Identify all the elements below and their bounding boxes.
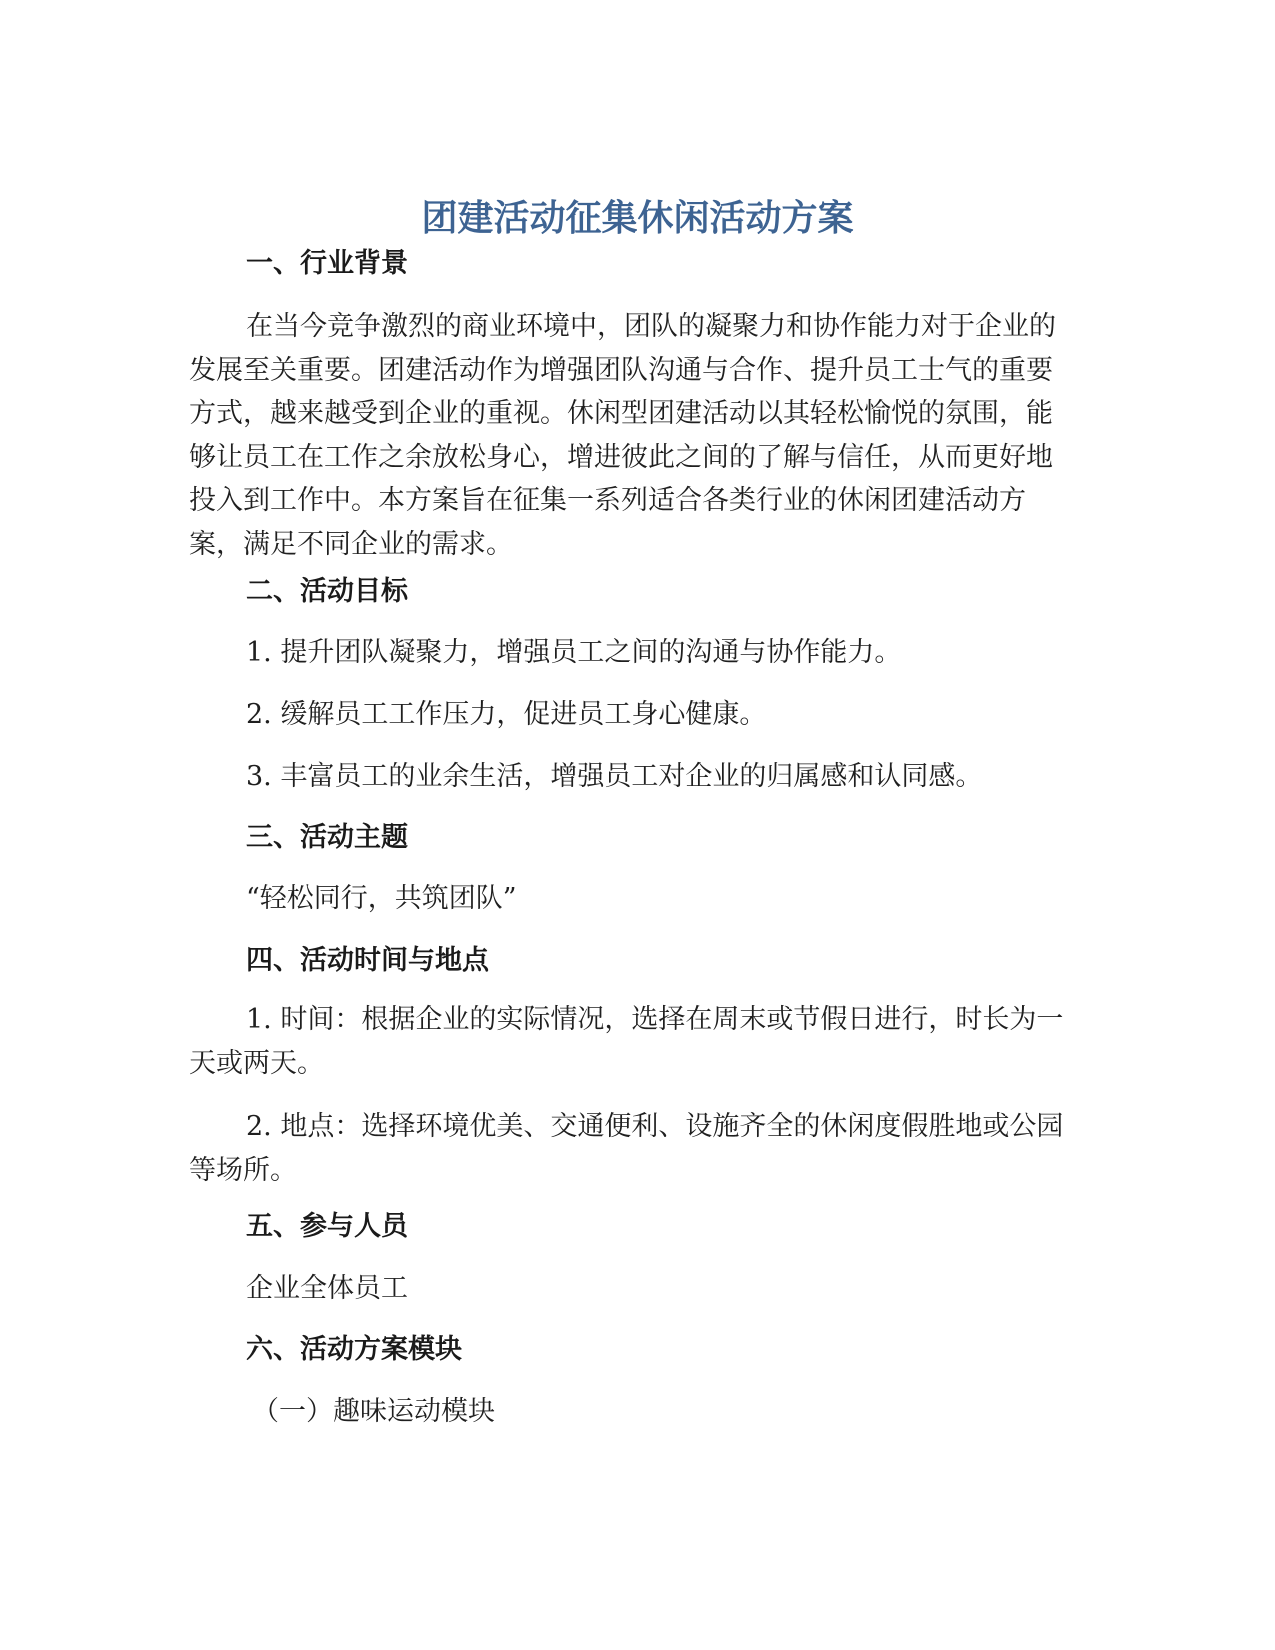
- section-heading-activity-goals: 二、活动目标: [246, 576, 408, 607]
- section-heading-activity-modules: 六、活动方案模块: [246, 1334, 462, 1365]
- goal-item-3: 3. 丰富员工的业余生活，增强员工对企业的归属感和认同感。: [246, 761, 983, 792]
- activity-theme-text: “轻松同行，共筑团队”: [246, 883, 517, 914]
- place-item: 2. 地点：选择环境优美、交通便利、设施齐全的休闲度假胜地或公园等场所。: [189, 1111, 1064, 1186]
- section-paragraph-industry-background: 在当今竞争激烈的商业环境中，团队的凝聚力和协作能力对于企业的发展至关重要。团建活动作为增强团队沟通与合作、提升员工士气的重要方式，越来越受到企业的重视。休闲型团建活动以其轻松愉悦的氛围，能够让员工在工作之余放松身心，增进彼此之间的了解与信任，从而更好地投入到工作中。本方案旨在征集一系列适合各类行业的休闲团建活动方案，满足不同企业的需求。: [189, 311, 1056, 560]
- section-heading-industry-background: 一、行业背景: [246, 248, 408, 279]
- module-fun-sports: （一）趣味运动模块: [252, 1396, 495, 1427]
- document-title: 团建活动征集休闲活动方案: [421, 198, 854, 239]
- goal-item-2: 2. 缓解员工工作压力，促进员工身心健康。: [246, 699, 767, 730]
- time-item: 1. 时间：根据企业的实际情况，选择在周末或节假日进行，时长为一天或两天。: [189, 1004, 1064, 1079]
- participants-text: 企业全体员工: [246, 1273, 408, 1304]
- section-heading-activity-theme: 三、活动主题: [246, 822, 408, 853]
- goal-item-1: 1. 提升团队凝聚力，增强员工之间的沟通与协作能力。: [246, 637, 902, 668]
- section-heading-time-and-place: 四、活动时间与地点: [246, 945, 489, 976]
- section-heading-participants: 五、参与人员: [246, 1211, 408, 1242]
